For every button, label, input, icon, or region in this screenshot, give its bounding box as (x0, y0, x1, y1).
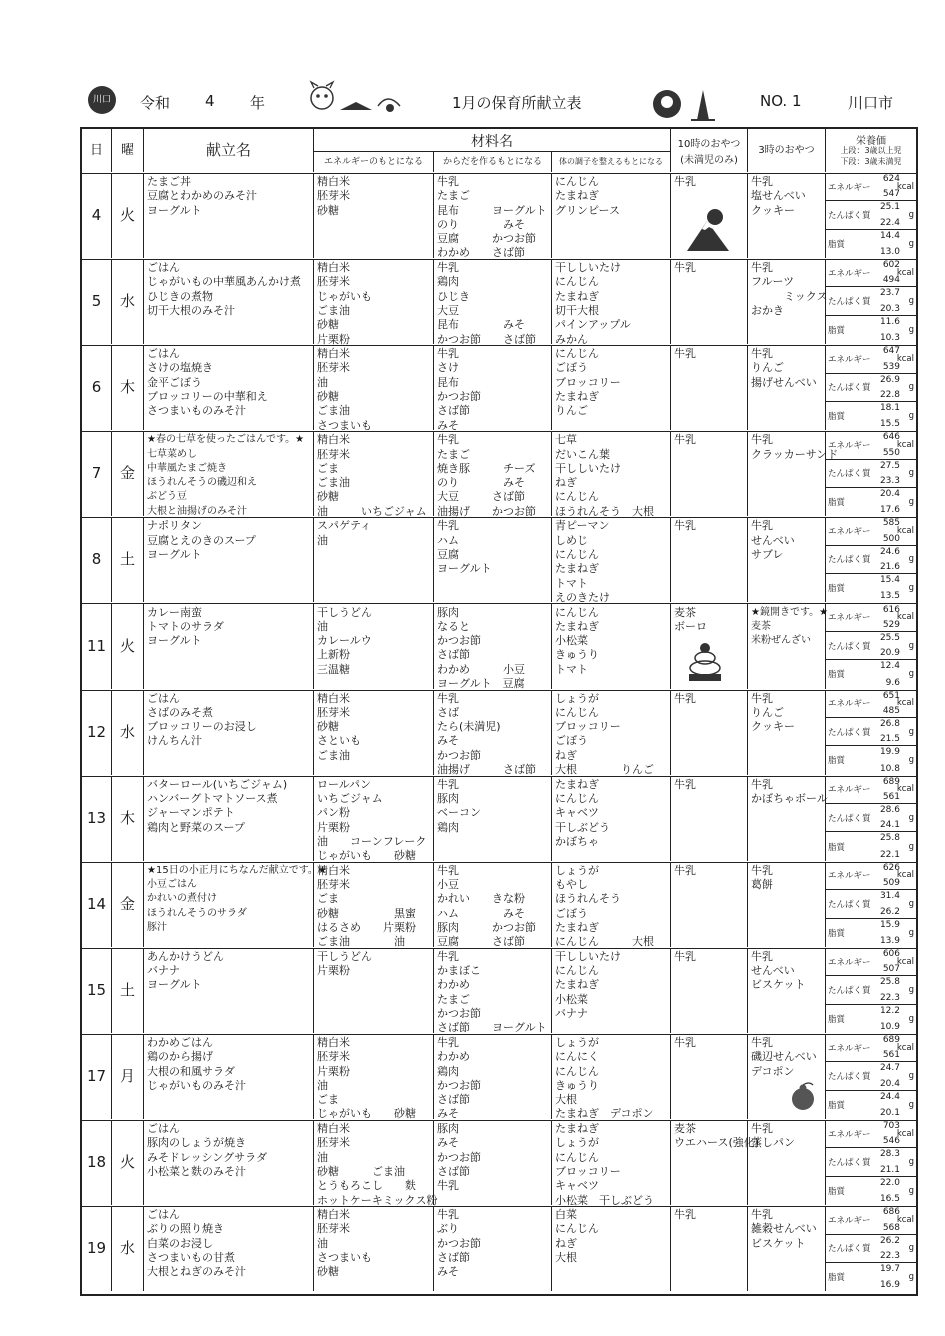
cell-snack10: 牛乳 (671, 345, 748, 430)
cell-cond: しょうが もやし ほうれんそう ごぼう たまねぎ にんじん 大根 (552, 862, 671, 947)
cell-cond: 干ししいたけ にんじん たまねぎ 切干大根 パインアップル みかん (552, 259, 671, 344)
cell-snack3: 牛乳 塩せんべい クッキー (748, 173, 826, 258)
cell-weekday: 金 (112, 862, 144, 947)
cell-snack10: 牛乳 (671, 1034, 748, 1119)
nutrient-protein: たんぱく質 27.5 23.3 g (828, 460, 914, 487)
cell-energy: 精白米 胚芽米 油 さつまいも 砂糖 (314, 1206, 434, 1291)
cell-day: 12 (82, 690, 112, 775)
nutrient-protein: たんぱく質 25.8 22.3 g (828, 977, 914, 1003)
table-row (82, 948, 916, 1035)
nutrition-cell (826, 517, 916, 602)
cell-cond: たまねぎ しょうが にんじん ブロッコリー キャベツ 小松菜 干しぶどう (552, 1120, 671, 1205)
cell-day: 18 (82, 1120, 112, 1205)
cell-body: 牛乳 豚肉 ベーコン 鶏肉 (434, 776, 552, 861)
cell-body: 牛乳 小豆 かれい きな粉 ハム みそ 豚肉 かつお節 豆腐 さば節 (434, 862, 552, 947)
nutrient-energy: エネルギー 647 539 kcal (828, 346, 914, 372)
table-row (82, 517, 916, 604)
cell-body: 豚肉 みそ かつお節 さば節 牛乳 (434, 1120, 552, 1205)
table-header (82, 129, 916, 174)
cell-energy: 精白米 胚芽米 砂糖 さといも ごま油 (314, 690, 434, 775)
cell-snack3: 牛乳 せんべい サブレ (748, 517, 826, 602)
cell-body: 牛乳 かまぼこ わかめ たまご かつお節 さば節 ヨーグルト (434, 948, 552, 1033)
cell-day: 8 (82, 517, 112, 602)
year-unit: 年 (250, 94, 266, 112)
cell-energy: 干しうどん 片栗粉 (314, 948, 434, 1033)
cell-cond: にんじん たまねぎ 小松菜 きゅうり トマト (552, 604, 671, 689)
table-row (82, 1206, 916, 1292)
cell-energy: 精白米 胚芽米 じゃがいも ごま油 砂糖 片栗粉 (314, 259, 434, 344)
era-label: 令和 (140, 94, 171, 112)
nutrient-energy: エネルギー 616 529 kcal (828, 604, 914, 630)
nutrient-fat: 脂質 14.4 13.0 g (828, 230, 914, 258)
cell-menu: ごはん さばのみそ煮 ブロッコリーのお浸し けんちん汁 (144, 690, 314, 775)
cell-menu: たまご丼 豆腐とわかめのみそ汁 ヨーグルト (144, 173, 314, 258)
nutrient-protein: たんぱく質 25.1 22.4 g (828, 202, 914, 228)
nutrition-cell (826, 345, 916, 430)
nutrition-cell (826, 1206, 916, 1291)
cell-body: 牛乳 たまご 焼き豚 チーズ のり みそ 大豆 さば節 油揚げ かつお節 (434, 431, 552, 516)
cell-menu: ★15日の小正月にちなんだ献立です。★ 小豆ごはん かれいの煮付け ほうれんそうのサラダ 豚汁 (144, 862, 314, 947)
cell-body: 牛乳 鶏肉 ひじき 大豆 昆布 みそ かつお節 さば節 (434, 259, 552, 344)
cell-cond: 干ししいたけ にんじん たまねぎ 小松菜 バナナ (552, 948, 671, 1033)
nutrient-protein: たんぱく質 25.5 20.9 g (828, 632, 914, 659)
cell-body: 牛乳 たまご 昆布 ヨーグルト のり みそ 豆腐 かつお節 わかめ さば節 (434, 173, 552, 258)
cell-day: 14 (82, 862, 112, 947)
cell-menu: あんかけうどん バナナ ヨーグルト (144, 948, 314, 1033)
table-row (82, 604, 916, 691)
nutrient-energy: エネルギー 686 568 kcal (828, 1207, 914, 1233)
col-ingredients (314, 129, 671, 172)
cell-body: 牛乳 さけ 昆布 かつお節 さば節 みそ (434, 345, 552, 430)
nutrient-fat: 脂質 12.2 10.9 g (828, 1005, 914, 1032)
year-value: 4 (205, 92, 215, 110)
nutrient-protein: たんぱく質 31.4 26.2 g (828, 891, 914, 917)
nutrient-energy: エネルギー 606 507 kcal (828, 948, 914, 975)
city-seal-icon: 川口 (88, 86, 116, 114)
ingredients-title: 材料名 (471, 134, 513, 150)
cell-energy: 精白米 胚芽米 片栗粉 油 ごま じゃがいも 砂糖 (314, 1034, 434, 1119)
cell-snack3: 牛乳 蒸しパン (748, 1120, 826, 1205)
cell-weekday: 土 (112, 517, 144, 602)
cell-weekday: 水 (112, 1206, 144, 1291)
cell-energy: 精白米 胚芽米 砂糖 (314, 173, 434, 258)
cell-cond: 青ピーマン しめじ にんじん たまねぎ トマト えのきたけ (552, 517, 671, 602)
nutrient-protein: たんぱく質 24.7 20.4 g (828, 1063, 914, 1089)
cell-body: 牛乳 さば たら(未満児) みそ かつお節 油揚げ さば節 (434, 690, 552, 775)
cell-menu: ナポリタン 豆腐とえのきのスープ ヨーグルト (144, 517, 314, 602)
nutrient-fat: 脂質 19.9 10.8 g (828, 747, 914, 774)
cell-weekday: 水 (112, 259, 144, 344)
table-row (82, 776, 916, 863)
mount-fuji-icon (685, 207, 733, 255)
nutrient-protein: たんぱく質 28.3 21.1 g (828, 1149, 914, 1175)
nutrient-energy: エネルギー 624 547 kcal (828, 174, 914, 200)
cell-weekday: 土 (112, 948, 144, 1033)
col-snack10: 10時のおやつ (未満児のみ) (671, 129, 748, 172)
nutrient-protein: たんぱく質 24.6 21.6 g (828, 546, 914, 573)
col-day: 日 (82, 129, 112, 172)
nutrition-cell (826, 431, 916, 516)
cell-snack10: 牛乳 (671, 948, 748, 1033)
cell-snack3: 牛乳 クラッカーサンド (748, 431, 826, 516)
cell-weekday: 水 (112, 690, 144, 775)
cell-menu: ごはん じゃがいもの中華風あんかけ煮 ひじきの煮物 切干大根のみそ汁 (144, 259, 314, 344)
nutrient-energy: エネルギー 646 550 kcal (828, 432, 914, 458)
nutrient-energy: エネルギー 689 561 kcal (828, 776, 914, 803)
cell-weekday: 月 (112, 1034, 144, 1119)
cell-weekday: 木 (112, 776, 144, 861)
cell-cond: 白菜 にんじん ねぎ 大根 (552, 1206, 671, 1291)
nutrition-cell (826, 776, 916, 861)
nutrient-energy: エネルギー 602 494 kcal (828, 260, 914, 286)
nutrient-fat: 脂質 19.7 16.9 g (828, 1263, 914, 1291)
cell-menu: ごはん さけの塩焼き 金平ごぼう ブロッコリーの中華和え さつまいものみそ汁 (144, 345, 314, 430)
table-row (82, 345, 916, 432)
cell-day: 11 (82, 604, 112, 689)
nutrient-protein: たんぱく質 23.7 20.3 g (828, 288, 914, 314)
cell-snack10: 牛乳 (671, 259, 748, 344)
nutrient-fat: 脂質 24.4 20.1 g (828, 1091, 914, 1119)
nutrition-cell (826, 690, 916, 775)
col-nutrition: 栄養価 上段：3歳以上児 下段：3歳未満児 (840, 136, 902, 166)
nutrient-energy: エネルギー 626 509 kcal (828, 862, 914, 889)
cell-day: 7 (82, 431, 112, 516)
cell-weekday: 火 (112, 604, 144, 689)
cell-energy: スパゲティ 油 (314, 517, 434, 602)
daruma-kadomatsu-icon (645, 80, 725, 124)
cell-energy: 精白米 胚芽米 油 砂糖 ごま油 さつまいも (314, 345, 434, 430)
table-row (82, 862, 916, 949)
cell-snack10: 牛乳 (671, 1206, 748, 1291)
nutrient-fat: 脂質 15.9 13.9 g (828, 919, 914, 946)
table-row (82, 1120, 916, 1207)
menu-title: 1月の保育所献立表 (452, 94, 582, 112)
cell-body: 牛乳 ハム 豆腐 ヨーグルト (434, 517, 552, 602)
table-row (82, 1034, 916, 1121)
cell-menu: ごはん 豚肉のしょうが焼き みそドレッシングサラダ 小松菜と麩のみそ汁 (144, 1120, 314, 1205)
cell-snack10: 牛乳 (671, 173, 748, 258)
dekopon-icon (788, 1082, 818, 1116)
table-row (82, 690, 916, 777)
nutrition-cell (826, 259, 916, 344)
sheet-number: NO. 1 (760, 92, 802, 110)
cell-day: 15 (82, 948, 112, 1033)
cell-snack10: 牛乳 (671, 776, 748, 861)
cell-energy: 干しうどん 油 カレールウ 上新粉 三温糖 (314, 604, 434, 689)
cell-body: 牛乳 わかめ 鶏肉 かつお節 さば節 みそ (434, 1034, 552, 1119)
cell-snack10: 牛乳 (671, 517, 748, 602)
cell-day: 6 (82, 345, 112, 430)
nutrient-fat: 脂質 15.4 13.5 g (828, 575, 914, 602)
cell-snack10: 麦茶 ウエハース(強化) (671, 1120, 748, 1205)
nutrient-protein: たんぱく質 28.6 24.1 g (828, 805, 914, 831)
nutrient-energy: エネルギー 651 485 kcal (828, 690, 914, 716)
nutrition-cell (826, 948, 916, 1033)
cell-cond: にんじん ごぼう ブロッコリー たまねぎ りんご (552, 345, 671, 430)
cell-cond: たまねぎ にんじん キャベツ 干しぶどう かぼちゃ (552, 776, 671, 861)
nutrient-fat: 脂質 12.4 9.6 g (828, 661, 914, 688)
cell-menu: ごはん ぶりの照り焼き 白菜のお浸し さつまいもの甘煮 大根とねぎのみそ汁 (144, 1206, 314, 1291)
cell-snack3: 牛乳 磯辺せんべい デコポン (748, 1034, 826, 1119)
cell-snack3: 牛乳 りんご 揚げせんべい (748, 345, 826, 430)
cell-energy: 精白米 胚芽米 ごま ごま油 砂糖 油 いちごジャム (314, 431, 434, 516)
table-row (82, 431, 916, 518)
cell-snack3: ★鏡開きです。★ 麦茶 米粉ぜんざい (748, 604, 826, 689)
cell-snack3: 牛乳 かぼちゃボール (748, 776, 826, 861)
cell-snack10: 牛乳 (671, 431, 748, 516)
cell-cond: しょうが にんにく にんじん きゅうり 大根 たまねぎ デコポン (552, 1034, 671, 1119)
cell-cond: 七草 だいこん葉 干ししいたけ ねぎ にんじん ほうれんそう 大根 (552, 431, 671, 516)
cell-cond: しょうが にんじん ブロッコリー ごぼう ねぎ 大根 りんご (552, 690, 671, 775)
kagami-mochi-icon (685, 638, 725, 686)
col-body-builder: からだを作るもとになる (434, 152, 552, 172)
table-row (82, 259, 916, 346)
cell-snack10: 麦茶 ボーロ (671, 604, 748, 689)
city-name: 川口市 (848, 94, 894, 112)
cell-day: 13 (82, 776, 112, 861)
cell-weekday: 火 (112, 173, 144, 258)
nutrient-fat: 脂質 18.1 15.5 g (828, 402, 914, 430)
col-menu: 献立名 (144, 129, 314, 172)
cell-snack10: 牛乳 (671, 690, 748, 775)
cell-energy: 精白米 胚芽米 油 砂糖 ごま油 とうもろこし 麩 ホットケーキミックス粉 (314, 1120, 434, 1205)
nutrient-energy: エネルギー 585 500 kcal (828, 518, 914, 544)
nutrition-cell (826, 862, 916, 947)
cell-menu: バターロール(いちごジャム) ハンバーグトマトソース煮 ジャーマンポテト 鶏肉と野菜のスープ (144, 776, 314, 861)
table-row (82, 173, 916, 260)
nutrient-protein: たんぱく質 26.9 22.8 g (828, 374, 914, 400)
cell-body: 豚肉 なると かつお節 さば節 わかめ 小豆 ヨーグルト 豆腐 (434, 604, 552, 689)
nutrition-cell (826, 604, 916, 689)
cell-cond: にんじん たまねぎ グリンピース (552, 173, 671, 258)
cell-snack3: 牛乳 フルーツ ミックス おかき (748, 259, 826, 344)
cell-menu: ★春の七草を使ったごはんです。★ 七草菜めし 中華風たまご焼き ほうれんそうの磯辺和え ぶどう豆 大根と油揚げのみそ汁 (144, 431, 314, 516)
page-header (80, 80, 910, 122)
cell-snack3: 牛乳 りんご クッキー (748, 690, 826, 775)
menu-table (80, 127, 918, 1296)
nutrient-protein: たんぱく質 26.8 21.5 g (828, 718, 914, 745)
cartoon-characters-icon (300, 80, 410, 120)
cell-snack10: 牛乳 (671, 862, 748, 947)
nutrient-fat: 脂質 22.0 16.5 g (828, 1177, 914, 1205)
col-energy-source: エネルギーのもとになる (314, 152, 434, 172)
cell-snack3: 牛乳 せんべい ビスケット (748, 948, 826, 1033)
cell-snack3: 牛乳 葛餅 (748, 862, 826, 947)
nutrition-cell (826, 173, 916, 258)
cell-energy: ロールパン いちごジャム パン粉 片栗粉 油 コーンフレーク じゃがいも 砂糖 (314, 776, 434, 861)
nutrition-cell (826, 1120, 916, 1205)
nutrient-fat: 脂質 25.8 22.1 g (828, 833, 914, 860)
nutrient-energy: エネルギー 689 561 kcal (828, 1035, 914, 1061)
cell-weekday: 金 (112, 431, 144, 516)
cell-weekday: 火 (112, 1120, 144, 1205)
col-conditioner: 体の調子を整えるもとになる (559, 157, 663, 166)
cell-day: 5 (82, 259, 112, 344)
cell-weekday: 木 (112, 345, 144, 430)
nutrient-protein: たんぱく質 26.2 22.3 g (828, 1235, 914, 1261)
cell-body: 牛乳 ぶり かつお節 さば節 みそ (434, 1206, 552, 1291)
cell-snack3: 牛乳 雑穀せんべい ビスケット (748, 1206, 826, 1291)
nutrition-cell (826, 1034, 916, 1119)
nutrient-fat: 脂質 20.4 17.6 g (828, 489, 914, 516)
cell-menu: わかめごはん 鶏のから揚げ 大根の和風サラダ じゃがいものみそ汁 (144, 1034, 314, 1119)
cell-day: 17 (82, 1034, 112, 1119)
nutrient-energy: エネルギー 703 546 kcal (828, 1121, 914, 1147)
cell-menu: カレー南蛮 トマトのサラダ ヨーグルト (144, 604, 314, 689)
col-weekday: 曜 (112, 129, 144, 172)
nutrient-fat: 脂質 11.6 10.3 g (828, 316, 914, 344)
col-snack3: 3時のおやつ (748, 129, 826, 172)
cell-day: 4 (82, 173, 112, 258)
cell-energy: 精白米 胚芽米 ごま 砂糖 黒蜜 はるさめ 片栗粉 ごま油 油 (314, 862, 434, 947)
cell-day: 19 (82, 1206, 112, 1291)
